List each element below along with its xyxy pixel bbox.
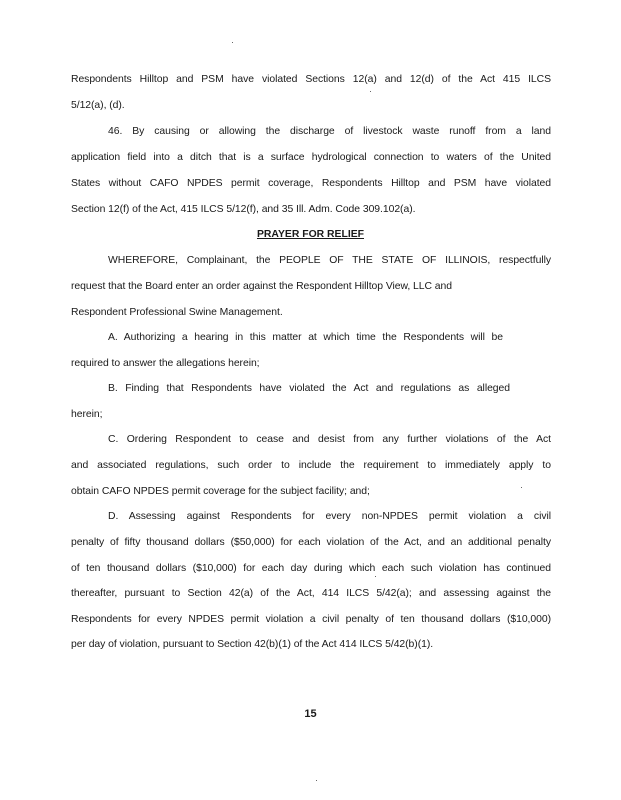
- scan-speck: [375, 576, 376, 577]
- body-line: penalty of fifty thousand dollars ($50,000) for each violation of the Act, and an additional penalty: [71, 537, 551, 548]
- page-number: 15: [304, 708, 317, 720]
- body-line: Section 12(f) of the Act, 415 ILCS 5/12(f), and 35 Ill. Adm. Code 309.102(a).: [71, 204, 416, 215]
- body-line: herein;: [71, 409, 103, 420]
- body-line: 5/12(a), (d).: [71, 100, 125, 111]
- body-line: States without CAFO NPDES permit coverage, Respondents Hilltop and PSM have violated: [71, 178, 551, 189]
- body-line: application field into a ditch that is a surface hydrological connection to waters of the United: [71, 152, 551, 163]
- body-line: obtain CAFO NPDES permit coverage for the subject facility; and;: [71, 486, 370, 497]
- scan-speck: [370, 91, 371, 92]
- scan-speck: [316, 780, 317, 781]
- body-line: required to answer the allegations herein;: [71, 358, 260, 369]
- scan-speck: [232, 42, 233, 43]
- body-line: of ten thousand dollars ($10,000) for each day during which each such violation has continued: [71, 563, 551, 574]
- body-line: Respondents Hilltop and PSM have violated Sections 12(a) and 12(d) of the Act 415 ILCS: [71, 74, 551, 85]
- body-line: request that the Board enter an order against the Respondent Hilltop View, LLC and: [71, 281, 452, 292]
- scan-speck: [521, 487, 522, 488]
- prayer-item-d: D. Assessing against Respondents for every non-NPDES permit violation a civil: [108, 511, 551, 522]
- prayer-item-a: A. Authorizing a hearing in this matter at which time the Respondents will be: [108, 332, 503, 343]
- prayer-item-b: B. Finding that Respondents have violated the Act and regulations as alleged: [108, 383, 510, 394]
- body-line: and associated regulations, such order to include the requirement to immediately apply to: [71, 460, 551, 471]
- body-line: Respondent Professional Swine Management.: [71, 307, 283, 318]
- wherefore-line: WHEREFORE, Complainant, the PEOPLE OF THE STATE OF ILLINOIS, respectfully: [108, 255, 551, 266]
- section-heading: PRAYER FOR RELIEF: [256, 229, 364, 240]
- body-line: Respondents for every NPDES permit violation a civil penalty of ten thousand dollars ($10,000): [71, 614, 551, 625]
- body-line: thereafter, pursuant to Section 42(a) of the Act, 414 ILCS 5/42(a); and assessing against the: [71, 588, 551, 599]
- prayer-item-c: C. Ordering Respondent to cease and desist from any further violations of the Act: [108, 434, 551, 445]
- body-line: per day of violation, pursuant to Section 42(b)(1) of the Act 414 ILCS 5/42(b)(1).: [71, 639, 434, 650]
- paragraph-46-first-line: 46. By causing or allowing the discharge of livestock waste runoff from a land: [108, 126, 551, 137]
